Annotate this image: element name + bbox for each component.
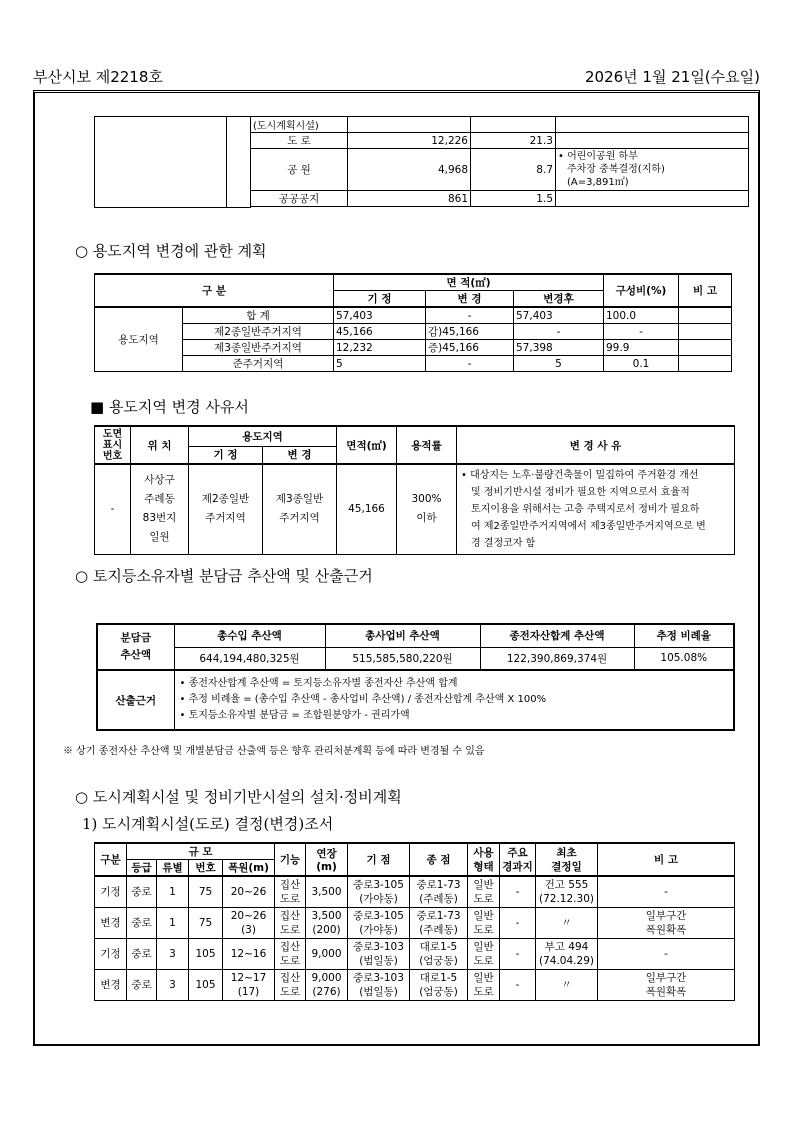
facility-area: 861 — [348, 191, 471, 207]
road-type: 1 — [157, 876, 189, 907]
zone-reason-table — [94, 425, 735, 555]
floor-area-ratio: 300% 이하 — [397, 464, 457, 554]
table-row — [95, 876, 735, 907]
header-area: 면적(㎡) — [337, 426, 397, 464]
road-cell-line: 중로3-105 — [353, 909, 404, 922]
road-first-decision — [536, 876, 598, 907]
road-start — [348, 907, 410, 938]
road-end — [410, 969, 468, 1000]
zone-group: 용도지역 — [95, 307, 183, 372]
header-map-no: 도면 표시 번호 — [95, 426, 131, 464]
section-title-reason: ■ 용도지역 변경 사유서 — [90, 398, 249, 416]
road-length — [306, 876, 348, 907]
road-cell-line: 3,500 — [311, 909, 342, 922]
road-end — [410, 876, 468, 907]
zone-change: 증)45,166 — [426, 340, 514, 356]
header-end: 종 점 — [410, 843, 468, 876]
road-first-decision — [536, 907, 598, 938]
header-existing: 기 정 — [189, 446, 263, 464]
road-cell-line: 일반 — [473, 940, 494, 953]
road-function — [275, 876, 306, 907]
header-width: 폭원(m) — [223, 860, 275, 877]
zone-existing: 5 — [334, 356, 426, 372]
road-cell-line: - — [664, 947, 668, 960]
table-row — [95, 938, 735, 969]
road-cell-line: 도로 — [279, 923, 301, 936]
road-cell-line: 중로3-103 — [353, 971, 404, 984]
facility-name: 도 로 — [251, 133, 348, 149]
zone-existing: 12,232 — [334, 340, 426, 356]
road-cell-line: 도로 — [473, 892, 494, 905]
header-existing: 기 정 — [334, 291, 426, 308]
zone-existing: 57,403 — [334, 307, 426, 324]
road-width — [223, 938, 275, 969]
header-note: 비 고 — [598, 843, 735, 876]
road-cell-line: 집산 — [279, 940, 301, 953]
area: 45,166 — [337, 464, 397, 554]
road-cell-line: (72.12.30) — [539, 892, 594, 905]
road-cell-line: (200) — [312, 923, 341, 936]
road-cell-line: 일반 — [473, 909, 494, 922]
road-cell-line: 부고 494 — [544, 940, 589, 953]
road-start — [348, 969, 410, 1000]
road-end — [410, 907, 468, 938]
basis-item: • 종전자산합계 추산액 = 토지등소유자별 종전자산 추산액 합계 — [179, 678, 458, 689]
road-cell-line: 대로1-5 — [419, 940, 458, 953]
road-cell-line: 일부구간 — [645, 909, 687, 922]
map-no: - — [95, 464, 131, 554]
table-row — [95, 969, 735, 1000]
road-function — [275, 907, 306, 938]
header-reason: 변 경 사 유 — [457, 426, 735, 464]
table-row — [95, 907, 735, 938]
road-cell-line: 건고 555 — [544, 878, 589, 891]
road-cell-line: (주례동) — [419, 892, 458, 905]
road-start — [348, 876, 410, 907]
road-cell-line: 중로1-73 — [416, 909, 461, 922]
facility-ratio: 1.5 — [471, 191, 556, 207]
header-change: 변 경 — [263, 446, 337, 464]
basis-item: • 추정 비례율 = (총수입 추산액 - 총사업비 추산액) / 종전자산합계 추산액 X 100% — [179, 694, 547, 705]
road-end — [410, 938, 468, 969]
rate-value: 105.08% — [634, 647, 734, 670]
basis-item: • 토지등소유자별 분담금 = 조합원분양가 - 권리가액 — [179, 710, 410, 721]
road-cell-line: 3,500 — [311, 885, 342, 898]
bulletin-number: 부산시보 제2218호 — [33, 68, 163, 86]
zone-change-table — [94, 273, 732, 372]
road-cell-line: 중로1-73 — [416, 878, 461, 891]
zone-name: 제2종일반주거지역 — [183, 324, 334, 340]
facility-area: 4,968 — [348, 149, 471, 191]
changed-zone: 제3종일반 주거지역 — [263, 464, 337, 554]
cost-value: 515,585,580,220원 — [325, 647, 480, 670]
header-ratio: 구성비(%) — [604, 274, 679, 307]
section-title-facility: ○ 도시계획시설 및 정비기반시설의 설치·정비계획 — [75, 788, 402, 806]
road-width — [223, 876, 275, 907]
zone-existing: 45,166 — [334, 324, 426, 340]
header-gubun: 구분 — [95, 843, 127, 876]
road-use — [468, 876, 500, 907]
road-cell-line: (74.04.29) — [539, 954, 594, 967]
facility-ratio: 21.3 — [471, 133, 556, 149]
road-number: 75 — [189, 876, 223, 907]
road-cell-line: (17) — [237, 985, 260, 998]
road-number: 105 — [189, 969, 223, 1000]
road-grade: 중로 — [127, 938, 157, 969]
road-note — [598, 907, 735, 938]
header-type: 류별 — [157, 860, 189, 877]
road-cell-line: 20~26 — [230, 909, 267, 922]
road-cell-line: 폭원확폭 — [645, 923, 687, 936]
road-cell-line: 도로 — [279, 954, 301, 967]
zone-name: 제3종일반주거지역 — [183, 340, 334, 356]
road-use — [468, 938, 500, 969]
header-start: 기 점 — [348, 843, 410, 876]
header-zone: 용도지역 — [189, 426, 337, 446]
publish-date: 2026년 1월 21일(수요일) — [585, 68, 760, 86]
zone-name: 준주거지역 — [183, 356, 334, 372]
road-cell-line: 중로3-105 — [353, 878, 404, 891]
zone-change: - — [426, 307, 514, 324]
road-cell-line: 도로 — [279, 985, 301, 998]
facility-name: 공 원 — [251, 149, 348, 191]
road-main-route: - — [500, 969, 536, 1000]
road-length — [306, 907, 348, 938]
road-cell-line: 도로 — [473, 954, 494, 967]
header-rate: 추정 비례율 — [634, 624, 734, 647]
zone-after: 57,403 — [514, 307, 604, 324]
header-after: 변경후 — [514, 291, 604, 308]
header-first-decision: 최초 결정일 — [536, 843, 598, 876]
header-grade: 등급 — [127, 860, 157, 877]
road-cell-line: (엄궁동) — [419, 985, 458, 998]
road-cell-line: 12~17 — [230, 971, 267, 984]
road-use — [468, 907, 500, 938]
cost-estimate-table — [96, 623, 735, 731]
zone-ratio: 0.1 — [604, 356, 679, 372]
road-note — [598, 938, 735, 969]
road-cell-line: 〃 — [561, 978, 572, 991]
road-type: 3 — [157, 938, 189, 969]
road-cell-line: 일반 — [473, 971, 494, 984]
road-width — [223, 969, 275, 1000]
header-gubun: 구 분 — [95, 274, 334, 307]
road-cell-line: (범일동) — [359, 954, 398, 967]
road-cell-line: 중로3-103 — [353, 940, 404, 953]
road-cell-line: 12~16 — [230, 947, 267, 960]
road-cell-line: 집산 — [279, 909, 301, 922]
road-length — [306, 938, 348, 969]
cost-label: 분담금 추산액 — [97, 624, 174, 670]
header-area: 면 적(㎡) — [334, 274, 604, 291]
header-function: 기능 — [275, 843, 306, 876]
road-gubun: 변경 — [95, 969, 127, 1000]
road-width — [223, 907, 275, 938]
zone-after: - — [514, 324, 604, 340]
header-location: 위 치 — [131, 426, 189, 464]
zone-name: 합 계 — [183, 307, 334, 324]
road-grade: 중로 — [127, 907, 157, 938]
section-title-zone-plan: ○ 용도지역 변경에 관한 계획 — [75, 242, 267, 260]
section-title-cost: ○ 토지등소유자별 분담금 추산액 및 산출근거 — [75, 567, 373, 585]
facility-name: 공공공지 — [251, 191, 348, 207]
zone-ratio: 99.9 — [604, 340, 679, 356]
road-grade: 중로 — [127, 876, 157, 907]
road-note — [598, 969, 735, 1000]
footnote: ※ 상기 종전자산 추산액 및 개별분담금 산출액 등은 향후 관리처분계획 등에 따라 변경될 수 있음 — [63, 746, 485, 757]
road-type: 3 — [157, 969, 189, 1000]
road-cell-line: 20~26 — [230, 885, 267, 898]
road-main-route: - — [500, 876, 536, 907]
header-note: 비 고 — [679, 274, 732, 307]
road-cell-line: 일반 — [473, 878, 494, 891]
existing-zone: 제2종일반 주거지역 — [189, 464, 263, 554]
zone-ratio: 100.0 — [604, 307, 679, 324]
road-cell-line: 대로1-5 — [419, 971, 458, 984]
road-number: 105 — [189, 938, 223, 969]
header-length: 연장(m) — [306, 843, 348, 876]
road-function — [275, 938, 306, 969]
road-cell-line: (가야동) — [359, 923, 398, 936]
zone-after: 57,398 — [514, 340, 604, 356]
basis-label: 산출근거 — [97, 670, 174, 730]
road-first-decision — [536, 938, 598, 969]
facility-area-table — [94, 116, 749, 208]
zone-change: - — [426, 356, 514, 372]
subsection-title-road: 1) 도시계획시설(도로) 결정(변경)조서 — [82, 815, 334, 833]
zone-after: 5 — [514, 356, 604, 372]
road-use — [468, 969, 500, 1000]
zone-ratio: - — [604, 324, 679, 340]
road-cell-line: 일부구간 — [645, 971, 687, 984]
road-cell-line: - — [664, 885, 668, 898]
road-cell-line: 9,000 — [311, 947, 342, 960]
road-cell-line: (범일동) — [359, 985, 398, 998]
road-cell-line: 〃 — [561, 916, 572, 929]
road-length — [306, 969, 348, 1000]
road-gubun: 변경 — [95, 907, 127, 938]
road-gubun: 기정 — [95, 938, 127, 969]
road-type: 1 — [157, 907, 189, 938]
facility-note: • 어린이공원 하부 주차장 중복결정(지하) (A=3,891㎡) — [556, 149, 749, 191]
road-number: 75 — [189, 907, 223, 938]
road-cell-line: (276) — [312, 985, 341, 998]
change-reason: • 대상지는 노후·불량건축물이 밀집하여 주거환경 개선 및 정비기반시설 정비가 필요한 지역으로서 효율적 토지이용을 위해서는 고층 주택지로서 정비가 필요하 여 제2종일반주거지역에서 제3종일반주거지역으로 변 경 결정코자 함 — [457, 464, 735, 554]
header-cost: 총사업비 추산액 — [325, 624, 480, 647]
header-use: 사용 형태 — [468, 843, 500, 876]
income-value: 644,194,480,325원 — [174, 647, 325, 670]
road-cell-line: (가야동) — [359, 892, 398, 905]
road-main-route: - — [500, 907, 536, 938]
road-cell-line: 도로 — [473, 923, 494, 936]
road-cell-line: (주례동) — [419, 923, 458, 936]
header-asset: 종전자산합계 추산액 — [480, 624, 634, 647]
road-cell-line: 집산 — [279, 878, 301, 891]
road-decision-table — [94, 842, 735, 1001]
road-cell-line: 9,000 — [311, 971, 342, 984]
road-cell-line: (엄궁동) — [419, 954, 458, 967]
header-income: 총수입 추산액 — [174, 624, 325, 647]
basis-list — [174, 670, 734, 730]
road-first-decision — [536, 969, 598, 1000]
location: 사상구 주례동 83번지 일원 — [131, 464, 189, 554]
facility-group-label: (도시계획시설) — [251, 117, 348, 133]
road-cell-line: 폭원확폭 — [645, 985, 687, 998]
header-main-route: 주요 경과지 — [500, 843, 536, 876]
road-start — [348, 938, 410, 969]
zone-change: 감)45,166 — [426, 324, 514, 340]
facility-ratio: 8.7 — [471, 149, 556, 191]
road-gubun: 기정 — [95, 876, 127, 907]
facility-area: 12,226 — [348, 133, 471, 149]
road-note — [598, 876, 735, 907]
header-far: 용적률 — [397, 426, 457, 464]
road-main-route: - — [500, 938, 536, 969]
asset-value: 122,390,869,374원 — [480, 647, 634, 670]
road-cell-line: 도로 — [473, 985, 494, 998]
road-cell-line: (3) — [241, 923, 256, 936]
road-cell-line: 집산 — [279, 971, 301, 984]
road-grade: 중로 — [127, 969, 157, 1000]
header-change: 변 경 — [426, 291, 514, 308]
header-scale: 규 모 — [127, 843, 275, 860]
header-number: 번호 — [189, 860, 223, 877]
road-cell-line: 도로 — [279, 892, 301, 905]
road-function — [275, 969, 306, 1000]
